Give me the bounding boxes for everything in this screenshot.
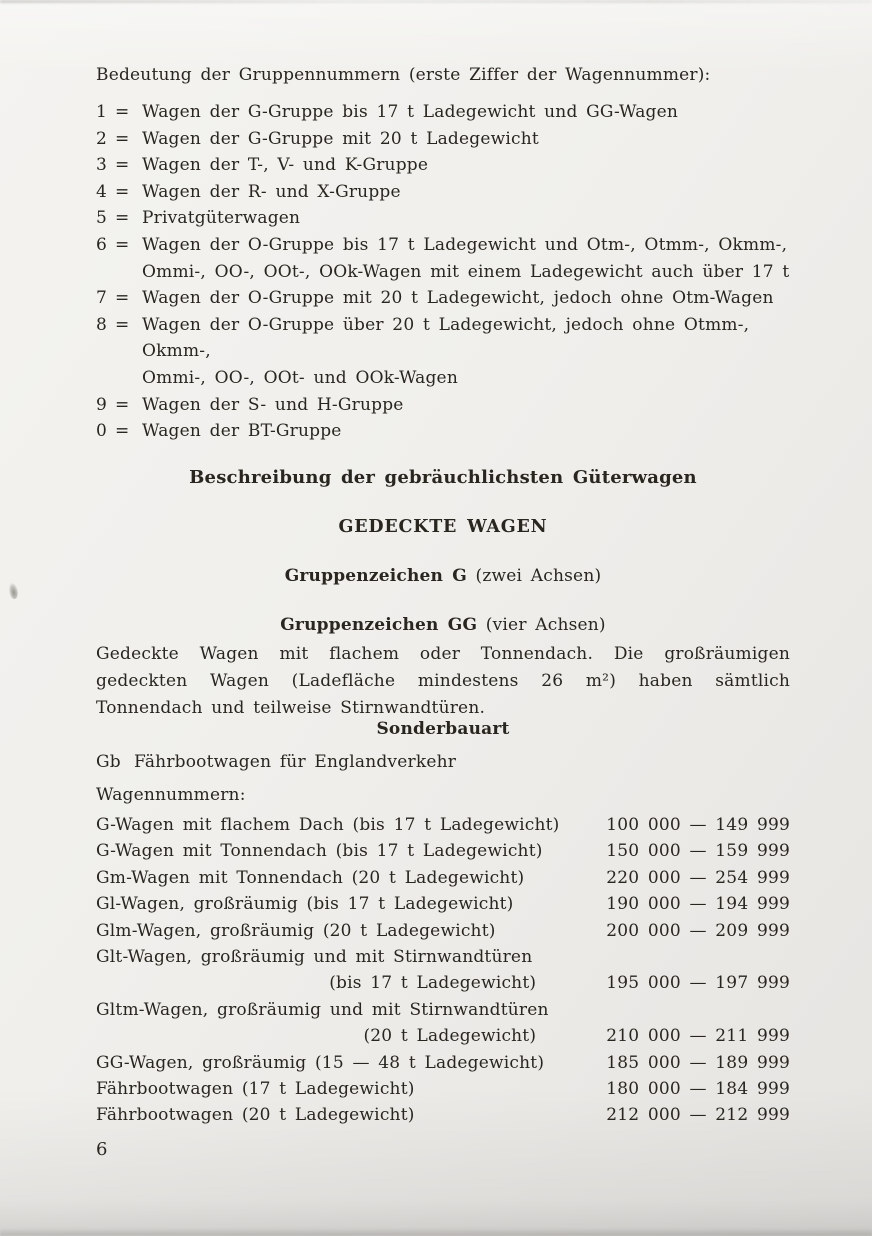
legend-text: Wagen der T-, V- und K-Gruppe <box>142 155 429 176</box>
row-number-range: 220 000 — 254 999 <box>606 867 790 888</box>
wagon-code: Gb <box>96 752 121 772</box>
legend-text: Privatgüterwagen <box>142 208 301 229</box>
table-row <box>96 891 790 917</box>
legend-text: Wagen der BT-Gruppe <box>142 421 342 442</box>
row-label: GG-Wagen, großräumig (15 — 48 t Ladegewicht) <box>96 1052 545 1073</box>
legend-digit: 1 <box>96 102 108 122</box>
legend-digit: 0 <box>96 421 108 442</box>
equals-sign: = <box>115 314 130 335</box>
ink-blot <box>7 582 19 600</box>
equals-sign: = <box>115 234 130 255</box>
scan-edge-top <box>0 0 872 3</box>
table-row <box>96 812 790 838</box>
table-row <box>96 944 790 997</box>
equals-sign: = <box>115 288 130 309</box>
legend-heading: Bedeutung der Gruppennummern (erste Ziffer der Wagennummer): <box>96 65 711 85</box>
row-number-range: 100 000 — 149 999 <box>606 815 790 835</box>
legend-digit: 3 <box>96 155 108 176</box>
legend-item-5 <box>96 205 790 232</box>
legend-item-4 <box>96 179 790 206</box>
row-number-range: 210 000 — 211 999 <box>606 1026 790 1047</box>
legend-digit: 5 <box>96 208 108 229</box>
row-number-range: 200 000 — 209 999 <box>606 920 790 941</box>
table-row <box>96 1076 790 1102</box>
row-label: Gltm-Wagen, großräumig und mit Stirnwandtüren <box>96 999 549 1020</box>
legend-item-7 <box>96 285 790 312</box>
row-number-range: 212 000 — 212 999 <box>606 1105 790 1126</box>
legend-item-1 <box>96 99 790 126</box>
table-row <box>96 1102 790 1128</box>
legend-text: Wagen der R- und X-Gruppe <box>142 181 401 202</box>
sonderbauart-heading: Sonderbauart <box>376 719 510 739</box>
row-number-range: 195 000 — 197 999 <box>606 973 790 994</box>
legend-text: Wagen der O-Gruppe über 20 t Ladegewicht, jedoch ohne Otmm-, Okmm-, Ommi-, OO-, OOt- und OOk-Wagen <box>142 314 750 388</box>
wagon-number-table <box>96 812 790 1129</box>
legend-item-8 <box>96 312 790 392</box>
legend-digit: 7 <box>96 288 108 309</box>
equals-sign: = <box>115 102 130 122</box>
row-label: Gl-Wagen, großräumig (bis 17 t Ladegewicht) <box>96 894 514 915</box>
legend-item-0 <box>96 418 790 445</box>
row-label: Glm-Wagen, großräumig (20 t Ladegewicht) <box>96 920 496 941</box>
special-type-line <box>96 752 790 772</box>
equals-sign: = <box>115 128 130 149</box>
row-label: Glt-Wagen, großräumig und mit Stirnwandtüren <box>96 947 533 968</box>
legend-digit: 8 <box>96 314 108 335</box>
row-label: G-Wagen mit flachem Dach (bis 17 t Ladegewicht) <box>96 815 560 835</box>
legend-text: Wagen der G-Gruppe bis 17 t Ladegewicht und GG-Wagen <box>142 102 679 122</box>
row-label: Gm-Wagen mit Tonnendach (20 t Ladegewicht) <box>96 867 525 888</box>
wagon-numbers-label: Wagennummern: <box>96 785 246 805</box>
scan-edge-bottom <box>0 1228 872 1236</box>
page-number: 6 <box>96 1139 108 1160</box>
legend-text: Wagen der G-Gruppe mit 20 t Ladegewicht <box>142 128 539 149</box>
legend-item-6 <box>96 232 790 285</box>
legend-digit: 6 <box>96 234 108 255</box>
legend-digit: 9 <box>96 394 108 415</box>
equals-sign: = <box>115 155 130 176</box>
row-number-range: 180 000 — 184 999 <box>606 1079 790 1100</box>
table-row <box>96 997 790 1050</box>
group-symbol-gg: Gruppenzeichen GG (vier Achsen) <box>280 615 606 635</box>
legend-digit: 4 <box>96 181 108 202</box>
row-label: Fährbootwagen (20 t Ladegewicht) <box>96 1105 415 1126</box>
group-symbol-g: Gruppenzeichen G (zwei Achsen) <box>284 566 602 586</box>
wagon-code-description: Fährbootwagen für Englandverkehr <box>134 752 457 772</box>
table-row <box>96 918 790 944</box>
row-label: Fährbootwagen (17 t Ladegewicht) <box>96 1079 415 1100</box>
legend-digit: 2 <box>96 128 108 149</box>
description-paragraph: Gedeckte Wagen mit flachem oder Tonnendach. Die großräumigen gedeckten Wagen (Ladefläche mindestens 26 m²) haben sämtlich Tonnendach und teilweise Stirnwandtüren. <box>96 644 790 718</box>
row-sublabel: (20 t Ladegewicht) <box>363 1026 537 1047</box>
equals-sign: = <box>115 394 130 415</box>
table-row <box>96 865 790 891</box>
legend-item-2 <box>96 126 790 153</box>
row-number-range: 185 000 — 189 999 <box>606 1052 790 1073</box>
equals-sign: = <box>115 208 130 229</box>
group-number-legend <box>96 62 790 445</box>
equals-sign: = <box>115 421 130 442</box>
section-title: Beschreibung der gebräuchlichsten Güterwagen <box>189 467 697 488</box>
legend-text: Wagen der S- und H-Gruppe <box>142 394 404 415</box>
row-sublabel: (bis 17 t Ladegewicht) <box>329 973 537 994</box>
row-number-range: 190 000 — 194 999 <box>606 894 790 915</box>
table-row <box>96 838 790 864</box>
equals-sign: = <box>115 181 130 202</box>
legend-item-3 <box>96 152 790 179</box>
category-title: GEDECKTE WAGEN <box>338 517 548 537</box>
row-number-range: 150 000 — 159 999 <box>606 841 790 862</box>
legend-text: Wagen der O-Gruppe mit 20 t Ladegewicht, jedoch ohne Otm-Wagen <box>142 288 774 309</box>
table-row <box>96 1050 790 1076</box>
legend-text: Wagen der O-Gruppe bis 17 t Ladegewicht und Otm-, Otmm-, Okmm-, Ommi-, OO-, OOt-, OOk-Wagen mit einem Ladegewicht auch über 17 t <box>142 234 790 282</box>
legend-item-9 <box>96 392 790 419</box>
section-headings <box>96 467 790 663</box>
row-label: G-Wagen mit Tonnendach (bis 17 t Ladegewicht) <box>96 841 543 862</box>
